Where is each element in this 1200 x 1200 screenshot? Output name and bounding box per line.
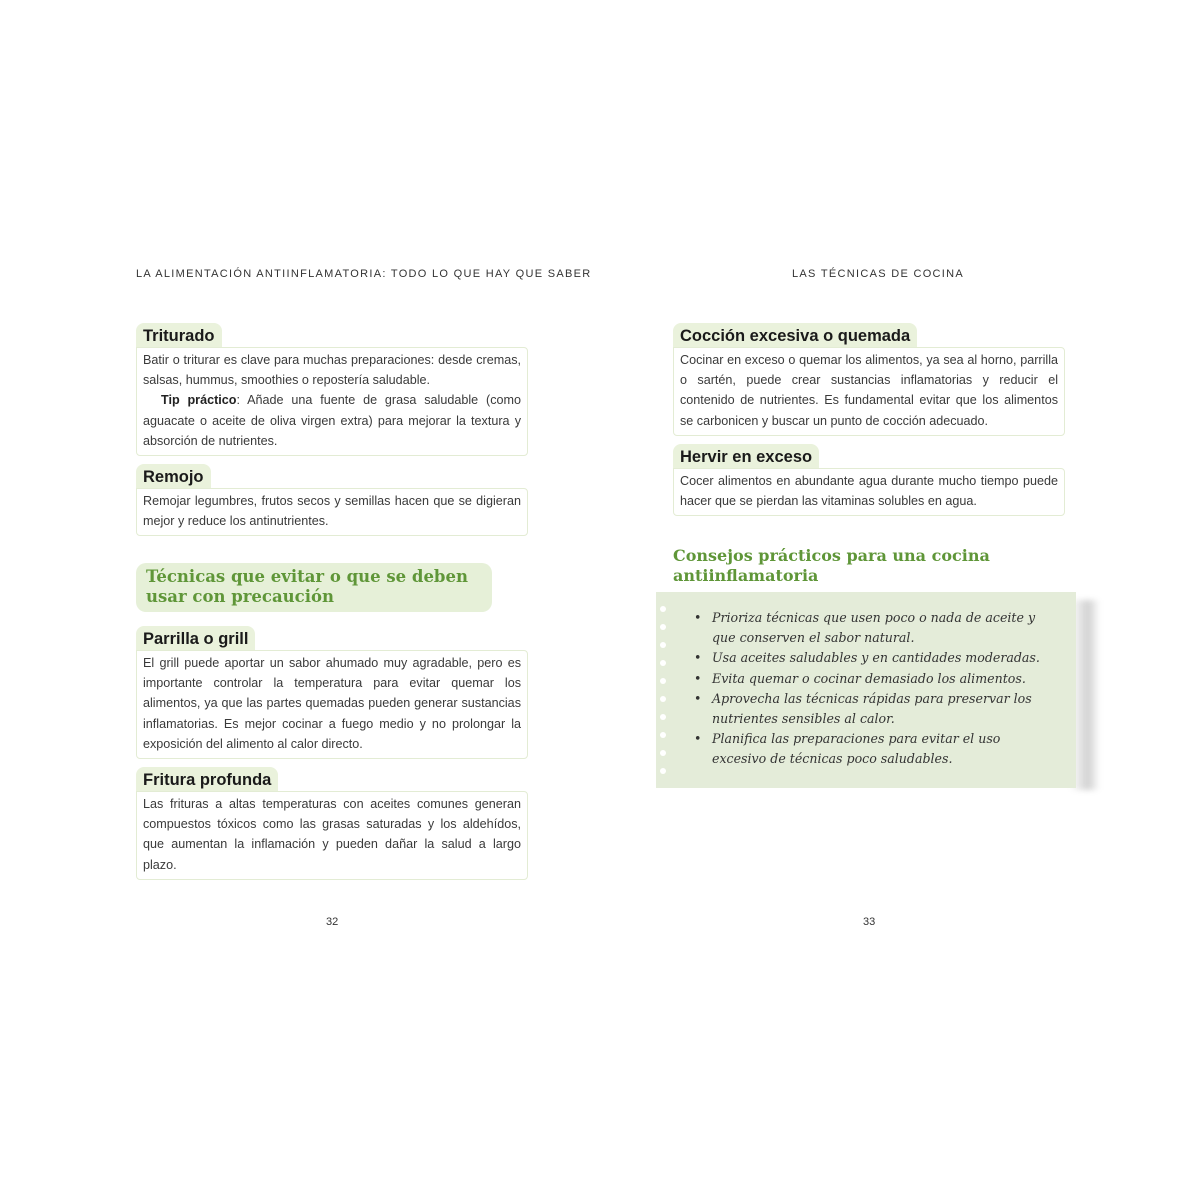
section-title: Cocción excesiva o quemada — [673, 323, 917, 347]
caution-heading-box — [136, 563, 492, 612]
section-title: Hervir en exceso — [673, 444, 819, 468]
section-text: Remojar legumbres, frutos secos y semillas hacen que se digieran mejor y reduce los antinutrientes. — [143, 494, 521, 529]
tip-item-text: Planifica las preparaciones para evitar el uso excesivo de técnicas poco saludables. — [712, 731, 1001, 767]
section-hervir — [673, 444, 1065, 516]
tip-item — [694, 608, 1056, 648]
tip-item — [694, 689, 1056, 729]
section-triturado — [136, 323, 528, 456]
tip-item-text: Aprovecha las técnicas rápidas para preservar los nutrientes sensibles al calor. — [712, 690, 1032, 727]
section-title: Parrilla o grill — [136, 626, 255, 650]
section-text: Batir o triturar es clave para muchas preparaciones: desde cremas, salsas, hummus, smoothies o repostería saludable. — [143, 353, 521, 388]
section-body — [673, 468, 1065, 516]
bullet-icon: • — [694, 690, 702, 706]
ring-hole — [660, 624, 666, 630]
section-text: Cocinar en exceso o quemar los alimentos, ya sea al horno, parrilla o sartén, puede crear sustancias inflamatorias y reducir el contenido de nutrientes. Es fundamental evitar que los alimentos se carbonicen y buscar un punto de cocción adecuado. — [680, 353, 1058, 428]
ring-hole — [660, 642, 666, 648]
section-body — [136, 791, 528, 880]
tip-item — [694, 648, 1056, 668]
tip-item-text: Prioriza técnicas que usen poco o nada de aceite y que conserven el sabor natural. — [712, 610, 1036, 646]
section-body — [136, 347, 528, 456]
ring-hole — [660, 768, 666, 774]
ring-hole — [660, 606, 666, 612]
page-number: 33 — [863, 916, 876, 928]
bullet-icon: • — [694, 610, 702, 625]
tip-item-text: Usa aceites saludables y en cantidades moderadas. — [712, 650, 1040, 666]
ring-hole — [660, 714, 666, 720]
section-title: Remojo — [136, 464, 211, 488]
tip-label: Tip práctico — [161, 393, 237, 408]
tips-heading: Consejos prácticos para una cocina antiinflamatoria — [673, 546, 990, 585]
section-fritura — [136, 767, 528, 880]
section-body — [136, 650, 528, 759]
tip-paragraph — [143, 390, 521, 451]
ring-hole — [660, 696, 666, 702]
ring-hole — [660, 732, 666, 738]
tip-text: : Añade una fuente de grasa saludable (como aguacate o aceite de oliva virgen extra) para mejorar la textura y absorción de nutrientes. — [143, 393, 521, 448]
running-head: LAS TÉCNICAS DE COCINA — [792, 268, 965, 280]
section-body — [673, 347, 1065, 436]
section-remojo — [136, 464, 528, 536]
tip-item-text: Evita quemar o cocinar demasiado los alimentos. — [712, 670, 1026, 686]
caution-heading: Técnicas que evitar o que se deben usar con precaución — [146, 567, 468, 606]
running-head: LA ALIMENTACIÓN ANTIINFLAMATORIA: TODO LO QUE HAY QUE SABER — [136, 268, 592, 280]
bullet-icon: • — [694, 731, 702, 747]
tip-item — [694, 729, 1056, 769]
section-text: El grill puede aportar un sabor ahumado muy agradable, pero es importante controlar la temperatura para evitar quemar los alimentos, ya que las partes quemadas pueden generar sustancias inflamatorias. Es mejor cocinar a fuego medio y no prolongar la exposición del alimento al calor directo. — [143, 656, 521, 751]
tip-item — [694, 669, 1056, 689]
ring-hole — [660, 660, 666, 666]
section-text: Cocer alimentos en abundante agua durante mucho tiempo puede hacer que se pierdan las vitaminas solubles en agua. — [680, 474, 1058, 509]
right-page — [600, 0, 1200, 1200]
ring-hole — [660, 750, 666, 756]
section-text: Las frituras a altas temperaturas con aceites comunes generan compuestos tóxicos como las grasas saturadas y los aldehídos, que aumentan la inflamación y pueden dañar la salud a largo plazo. — [143, 797, 521, 872]
tips-list — [694, 608, 1056, 770]
bullet-icon: • — [694, 650, 702, 666]
section-coccion — [673, 323, 1065, 436]
page-number: 32 — [326, 916, 339, 928]
section-title: Fritura profunda — [136, 767, 278, 791]
ring-hole — [660, 678, 666, 684]
bullet-icon: • — [694, 670, 702, 686]
section-parrilla — [136, 626, 528, 759]
section-title: Triturado — [136, 323, 222, 347]
section-body — [136, 488, 528, 536]
tips-note — [656, 592, 1076, 788]
